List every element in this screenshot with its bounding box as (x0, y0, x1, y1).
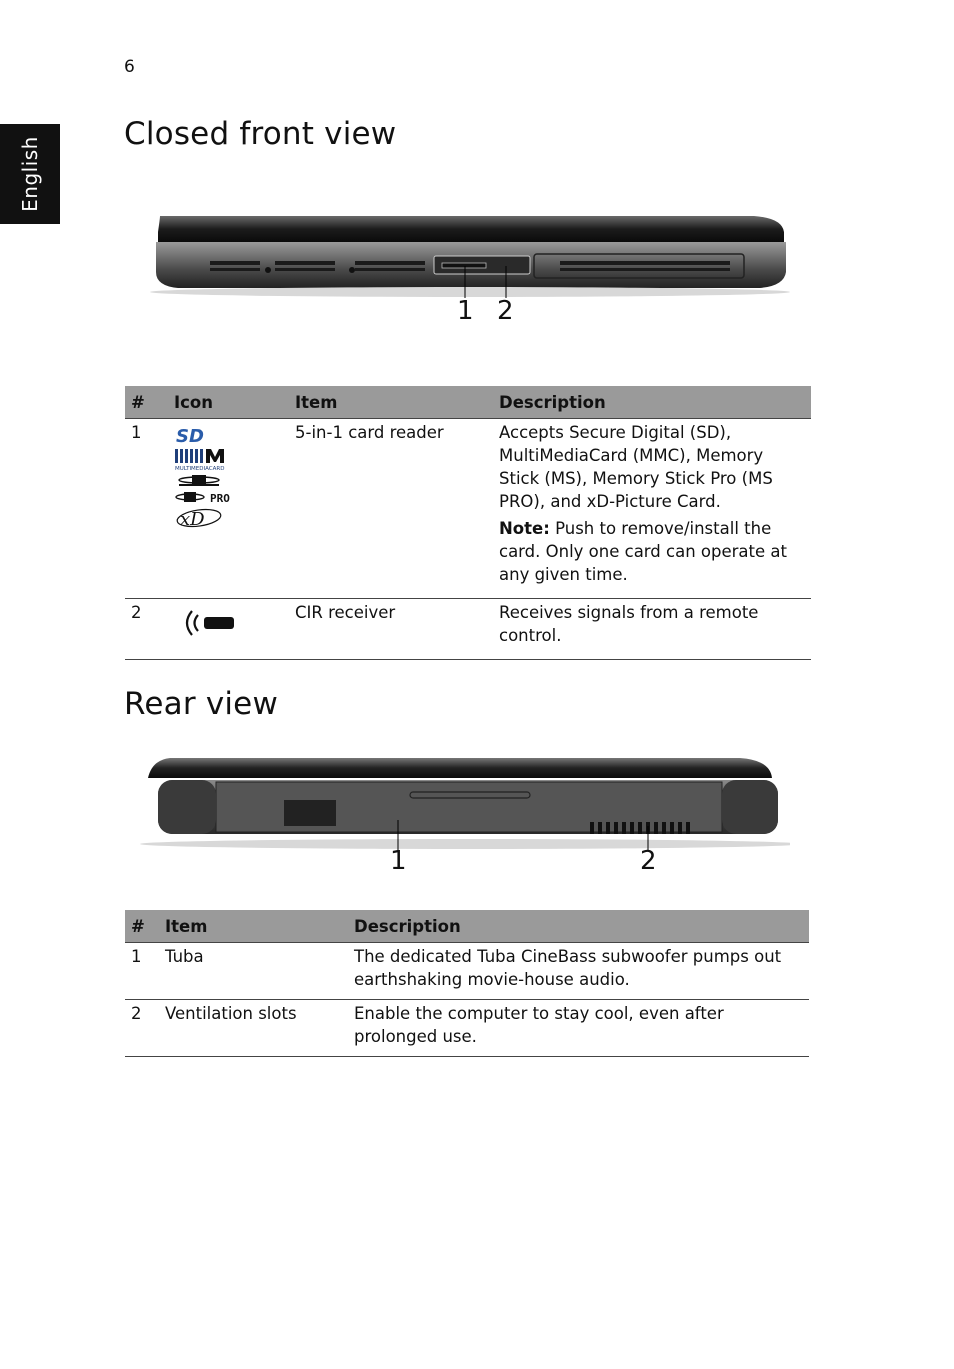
rear-callout-2: 2 (640, 846, 657, 876)
row-description: The dedicated Tuba CineBass subwoofer pumps out earthshaking movie-house audio. (348, 943, 809, 1000)
multimediacard-icon (174, 447, 230, 471)
laptop-rear-image (130, 752, 790, 852)
row-item: Tuba (159, 943, 348, 1000)
table-row (125, 943, 809, 1000)
row-number: 2 (125, 599, 168, 660)
row-icons (168, 599, 289, 660)
row-icons (168, 419, 289, 599)
rear-view-title: Rear view (124, 686, 278, 722)
front-callout-1: 1 (457, 296, 474, 326)
language-tab-label: English (18, 136, 42, 212)
col-header-item: Item (289, 386, 493, 419)
front-callout-2: 2 (497, 296, 514, 326)
col-header-description: Description (493, 386, 811, 419)
xd-card-icon (174, 507, 224, 529)
sd-logo-text: SD (176, 426, 204, 445)
col-header-number: # (125, 910, 159, 943)
rear-callout-1: 1 (390, 846, 407, 876)
note-label: Note: (499, 519, 550, 538)
table-row (125, 1000, 809, 1057)
card-reader-note (499, 517, 805, 586)
table-header-row (125, 386, 811, 419)
card-reader-description: Accepts Secure Digital (SD), MultiMediaCard (MMC), Memory Stick (MS), Memory Stick Pro (MS PRO), and xD-Picture Card. (499, 423, 773, 511)
memory-stick-icon (174, 473, 224, 487)
row-item: Ventilation slots (159, 1000, 348, 1057)
page-number: 6 (124, 57, 135, 77)
xd-logo-text: xD (180, 509, 205, 529)
row-number: 1 (125, 943, 159, 1000)
note-text: Push to remove/install the card. Only one card can operate at any given time. (499, 519, 787, 584)
col-header-icon: Icon (168, 386, 289, 419)
mmc-logo-text: MULTIMEDIACARD (175, 466, 225, 471)
row-description: Enable the computer to stay cool, even after prolonged use. (348, 1000, 809, 1057)
front-view-table (125, 386, 811, 660)
row-item: CIR receiver (289, 599, 493, 660)
cir-receiver-icon (174, 601, 244, 645)
row-description (493, 419, 811, 599)
table-row (125, 599, 811, 660)
row-number: 1 (125, 419, 168, 599)
language-tab (0, 124, 60, 224)
table-header-row (125, 910, 809, 943)
row-number: 2 (125, 1000, 159, 1057)
table-row (125, 419, 811, 599)
memory-stick-pro-icon (174, 489, 238, 505)
col-header-description: Description (348, 910, 809, 943)
col-header-item: Item (159, 910, 348, 943)
sd-card-icon (174, 425, 214, 445)
laptop-front-image (130, 212, 790, 302)
row-description: Receives signals from a remote control. (493, 599, 811, 660)
front-view-title: Closed front view (124, 116, 397, 152)
rear-view-table (125, 910, 809, 1057)
ms-pro-label: PRO (210, 492, 230, 505)
col-header-number: # (125, 386, 168, 419)
row-item: 5-in-1 card reader (289, 419, 493, 599)
rear-view-illustration (130, 752, 790, 882)
front-view-illustration (130, 212, 790, 332)
